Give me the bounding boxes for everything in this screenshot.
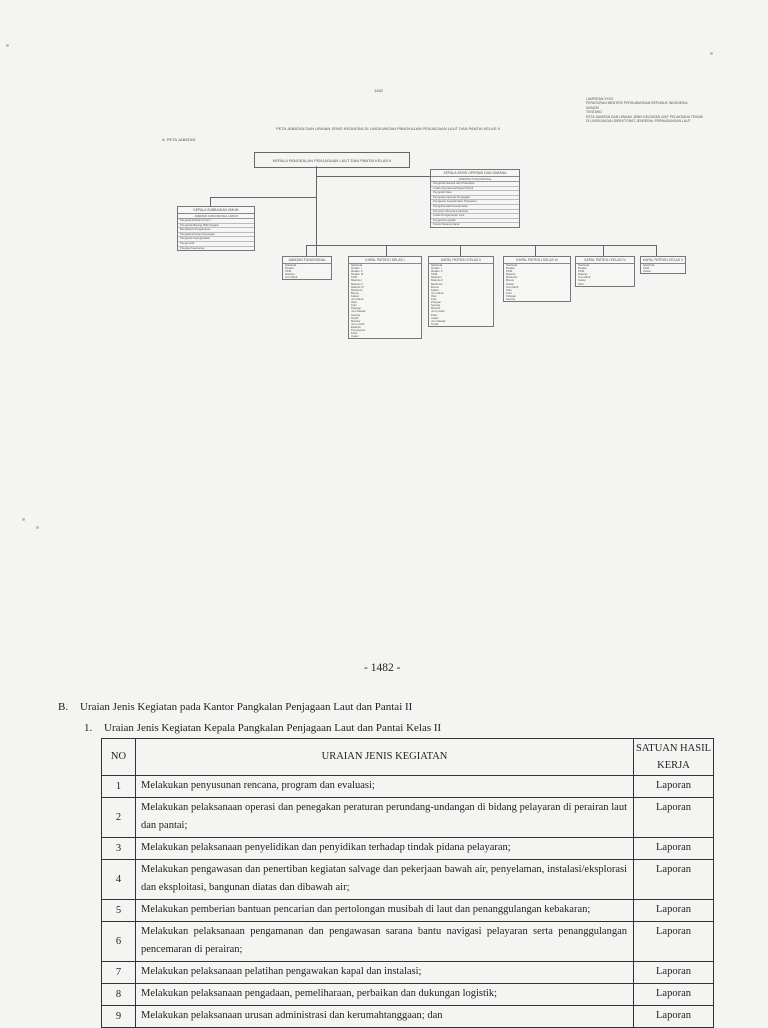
org-box-subbagian-umum [177, 206, 255, 251]
org-box-row: Pengelola Sarana dan Prasarana [431, 182, 519, 187]
lampiran-line: DI LINGKUNGAN DIREKTORAT JENDERAL PERHUBUNGAN LAUT [586, 119, 691, 124]
org-box-row: Pompaman [351, 328, 366, 332]
org-box-row: Cadet [351, 335, 359, 339]
org-box-row: Nakhoda [285, 264, 297, 267]
table-row [102, 798, 714, 838]
org-connector [210, 197, 316, 198]
org-box-unit [428, 256, 494, 327]
activity-table-body [102, 776, 714, 1028]
org-box-row: Kelasi [506, 282, 514, 286]
org-box-title: KAPAL PATROLI KELAS III [504, 257, 570, 264]
org-box-row: Juru Masak [351, 310, 366, 314]
lampiran-line: NOMOR [586, 105, 599, 110]
chart-page-number: 1482 [374, 88, 383, 93]
org-box-seksi-operasi [430, 169, 520, 228]
row-satuan: Laporan [634, 1006, 714, 1028]
lampiran-line: TENTANG [586, 110, 602, 115]
org-box-row: Juru Listrik [351, 322, 365, 326]
row-satuan: Laporan [634, 860, 714, 900]
org-box-row: Nakhoda [431, 264, 443, 267]
lampiran-line: LAMPIRAN XXXII [586, 97, 613, 101]
lampiran-line: PERATURAN MENTERI PERHUBUNGAN REPUBLIK INDONESIA [586, 101, 688, 106]
row-no: 9 [102, 1006, 136, 1028]
org-box-row: Markonis [506, 276, 518, 280]
org-box-row: Koki [351, 304, 357, 308]
table-row [102, 838, 714, 860]
org-box-row: Masinis II [351, 282, 363, 286]
row-no: 6 [102, 922, 136, 962]
row-uraian: Melakukan pelaksanaan pengamanan dan pengawasan sarana bantu navigasi pelayaran serta penanggulangan pencemaran di perairan; [136, 922, 634, 962]
org-box-row: Oiler [506, 288, 512, 292]
org-box-row: Koki [506, 291, 512, 295]
org-box-row: Juru Mudi [578, 276, 591, 280]
org-box-row: Pengelola Kepegawaian [178, 237, 254, 242]
org-box-unit [282, 256, 332, 280]
org-box-row: Mandor [431, 307, 441, 311]
row-uraian: Melakukan pengawasan dan penertiban kegiatan salvage dan pekerjaan bawah air, penyelaman, instalasi/eksplorasi dan eksploitasi, bangunan diatas dan dibawah air; [136, 860, 634, 900]
org-box-row: Koki [431, 298, 437, 302]
org-box-title: KAPAL PATROLI KELAS IV [576, 257, 634, 264]
org-box-row: Mualim I [351, 267, 362, 271]
org-box-row: Teknisi Sarana Kapal [433, 223, 460, 227]
org-box-row: Kelasi [351, 294, 359, 298]
org-box-row: Kelasi [578, 279, 586, 283]
org-connector [316, 166, 317, 257]
org-box-row: Elektrisi [351, 325, 361, 329]
section-heading [58, 701, 412, 713]
org-box-row: Juru Mudi [351, 298, 364, 302]
org-box-row: Mualim II [431, 270, 443, 274]
org-box-row: Kelasi [643, 270, 651, 274]
org-box-row: KKM [285, 270, 292, 274]
org-box-title: KEPALA SEKSI OPERASI DAN SARANA [431, 170, 519, 177]
row-satuan: Laporan [634, 984, 714, 1006]
chart-title: PETA JABATAN DAN URAIAN JENIS KEGIATAN DI LINGKUNGAN PANGKALAN PENJAGAAN LAUT DAN PANTAI KELAS II [276, 126, 500, 131]
header-uraian: URAIAN JENIS KEGIATAN [136, 739, 634, 776]
org-box-row: Oiler [431, 294, 437, 298]
org-box-row: Serang [351, 313, 361, 317]
org-connector [535, 245, 536, 256]
org-box-row: Nakhoda [578, 264, 590, 267]
org-box-unit [640, 256, 686, 274]
org-box-row: Pengolah Data [431, 191, 519, 196]
row-no: 4 [102, 860, 136, 900]
org-box-row: Kelasi [431, 288, 439, 292]
org-box-row: Masinis I [351, 279, 363, 283]
org-connector [603, 245, 604, 256]
page-number: - 1482 - [364, 662, 401, 674]
table-row [102, 962, 714, 984]
org-box-row: Mualim [578, 267, 588, 271]
row-uraian: Melakukan pemberian bantuan pencarian dan pertolongan musibah di laut dan penanggulangan kebakaran; [136, 900, 634, 922]
section-letter: B. [58, 701, 69, 713]
org-box-row: Mualim II [351, 270, 363, 274]
org-box-title: KAPAL PATROLI KELAS I [349, 257, 421, 264]
org-box-row: Pengadministrasi Umum [178, 219, 254, 224]
org-connector [656, 245, 657, 256]
org-box-row: KKM [578, 270, 585, 274]
org-box-row: Serang [431, 304, 441, 308]
table-row [102, 922, 714, 962]
org-box-row: Pengelola Logistik [431, 219, 519, 224]
org-box-unit [575, 256, 635, 287]
org-connector [210, 197, 211, 206]
row-satuan: Laporan [634, 922, 714, 962]
subsection-number: 1. [84, 722, 93, 734]
org-box-row: Bendahara Pengeluaran [178, 228, 254, 233]
header-no: NO [102, 739, 136, 776]
org-box-row: Masinis III [351, 285, 364, 289]
lampiran-line: PETA JABATAN DAN URAIAN JENIS KEGIATAN UNIT PELAKSANA TEKNIS [586, 114, 703, 119]
org-box-row: Fitter [351, 332, 358, 336]
org-box-row: Nakhoda [506, 264, 518, 267]
row-satuan: Laporan [634, 900, 714, 922]
activity-table [101, 738, 714, 1028]
subsection-heading [84, 722, 441, 734]
org-box-row: Serang [506, 298, 516, 302]
org-box-row: Mualim III [351, 273, 364, 277]
org-box-row: Penyusun Rencana Operasi [431, 210, 519, 215]
org-box-row: KKM [506, 270, 513, 274]
org-box-unit [503, 256, 571, 302]
org-box-row: Masinis [285, 273, 295, 277]
row-no: 5 [102, 900, 136, 922]
org-box-row: Fitter [431, 313, 438, 317]
org-box-row: Pelayan [506, 294, 517, 298]
org-box-row: Bosun [431, 285, 439, 289]
subsection-title: Uraian Jenis Kegiatan Kepala Pangkalan Penjagaan Laut dan Pantai Kelas II [104, 722, 442, 734]
row-uraian: Melakukan pelaksanaan penyelidikan dan penyidikan terhadap tindak pidana pelayaran; [136, 838, 634, 860]
org-box-row: Mualim [506, 267, 516, 271]
table-row [102, 984, 714, 1006]
org-box-row: KKM [351, 276, 358, 280]
row-uraian: Melakukan pelaksanaan pengadaan, pemeliharaan, perbaikan dan dukungan logistik; [136, 984, 634, 1006]
table-row [102, 900, 714, 922]
org-box-row: Juru Masak [431, 319, 446, 323]
org-box-row: Tandil [351, 316, 359, 320]
org-box-row: Analis Pengamanan Laut [431, 214, 519, 219]
row-satuan: Laporan [634, 962, 714, 984]
org-box-row: Juru Listrik [431, 310, 445, 314]
scan-speck [36, 526, 39, 529]
org-box-row: Cadet [431, 316, 439, 320]
org-box-kepala: KEPALA PANGKALAN PENJAGAAN LAUT DAN PANTAI KELAS II [254, 152, 410, 168]
org-box-row: KKM [431, 273, 438, 277]
org-box-row: Pengelola Operasi Penjagaan [431, 196, 519, 201]
org-box-row: Pengawas Keselamatan Pelayaran [431, 200, 519, 205]
org-box-row: Pengelola Alat Keselamatan [431, 205, 519, 210]
org-box-subtitle: JABATAN FUNGSIONAL [431, 177, 519, 182]
org-box-row: Nakhoda [643, 264, 655, 267]
org-box-row: Bosun [351, 291, 359, 295]
row-uraian: Melakukan pelaksanaan urusan administrasi dan kerumahtanggaan; dan [136, 1006, 634, 1028]
org-connector [386, 245, 387, 256]
lampiran-header [586, 97, 703, 123]
row-no: 1 [102, 776, 136, 798]
org-box-title: KEPALA SUBBAGIAN UMUM [178, 207, 254, 214]
org-box-row: Pengemudi [178, 242, 254, 247]
row-satuan: Laporan [634, 776, 714, 798]
table-header-row [102, 739, 714, 776]
row-no: 8 [102, 984, 136, 1006]
org-box-row: Analis Operasional Kapal Patroli [431, 187, 519, 192]
org-box-row: Nakhoda [351, 264, 363, 267]
org-box-row: Bosun [506, 279, 514, 283]
org-box-row: Masinis I [431, 276, 443, 280]
org-box-title: KAPAL PATROLI KELAS II [429, 257, 493, 264]
row-uraian: Melakukan pelaksanaan operasi dan penegakan peraturan perundang-undangan di bidang pelayaran di perairan laut dan pantai; [136, 798, 634, 838]
org-box-row: Mandor [351, 319, 361, 323]
org-connector [306, 245, 307, 256]
row-uraian: Melakukan pelaksanaan pelatihan pengawakan kapal dan instalasi; [136, 962, 634, 984]
org-box-row: Juru Mudi [506, 285, 519, 289]
table-row [102, 776, 714, 798]
row-satuan: Laporan [634, 798, 714, 838]
row-satuan: Laporan [634, 838, 714, 860]
row-uraian: Melakukan penyusunan rencana, program dan evaluasi; [136, 776, 634, 798]
org-box-title: KAPAL PATROLI KELAS V [642, 258, 684, 262]
org-box-subtitle: JABATAN FUNGSIONAL UMUM [178, 214, 254, 219]
org-box-title: JABATAN FUNGSIONAL [283, 257, 331, 264]
scan-speck [6, 44, 9, 47]
row-no: 2 [102, 798, 136, 838]
org-box-row: Oiler [351, 301, 357, 305]
org-box-row: Tandil [431, 322, 439, 326]
chart-section-label: A. PETA JABATAN [162, 137, 196, 142]
org-box-row: Pengadministrasi Keuangan [178, 233, 254, 238]
org-box-row: Oiler [578, 282, 584, 286]
row-no: 7 [102, 962, 136, 984]
org-box-row: KKM [643, 267, 650, 271]
table-row [102, 1006, 714, 1028]
org-box-row: Juru Mudi [285, 276, 298, 280]
header-satuan: SATUAN HASIL KERJA [634, 739, 714, 776]
org-box-row: Pengelola Barang Milik Negara [178, 224, 254, 229]
org-box-row: Markonis [351, 288, 363, 292]
org-box-row: Pelayan [431, 301, 442, 305]
row-no: 3 [102, 838, 136, 860]
org-connector [316, 176, 430, 177]
table-row [102, 860, 714, 900]
scan-speck [710, 52, 713, 55]
org-box-row: Markonis [431, 282, 443, 286]
org-box-unit [348, 256, 422, 339]
org-box-row: Petugas Keamanan [180, 246, 205, 250]
org-box-row: Masinis [506, 273, 516, 277]
org-box-row: Masinis II [431, 279, 443, 283]
org-connector [460, 245, 461, 256]
org-box-row: Mualim [285, 267, 295, 271]
org-box-row: Pelayan [351, 307, 362, 311]
org-box-row: Mualim I [431, 267, 442, 271]
org-box-row: Masinis [578, 273, 588, 277]
org-box-row: Juru Mudi [431, 291, 444, 295]
scan-speck [22, 518, 25, 521]
section-title: Uraian Jenis Kegiatan pada Kantor Pangkalan Penjagaan Laut dan Pantai II [80, 701, 413, 713]
